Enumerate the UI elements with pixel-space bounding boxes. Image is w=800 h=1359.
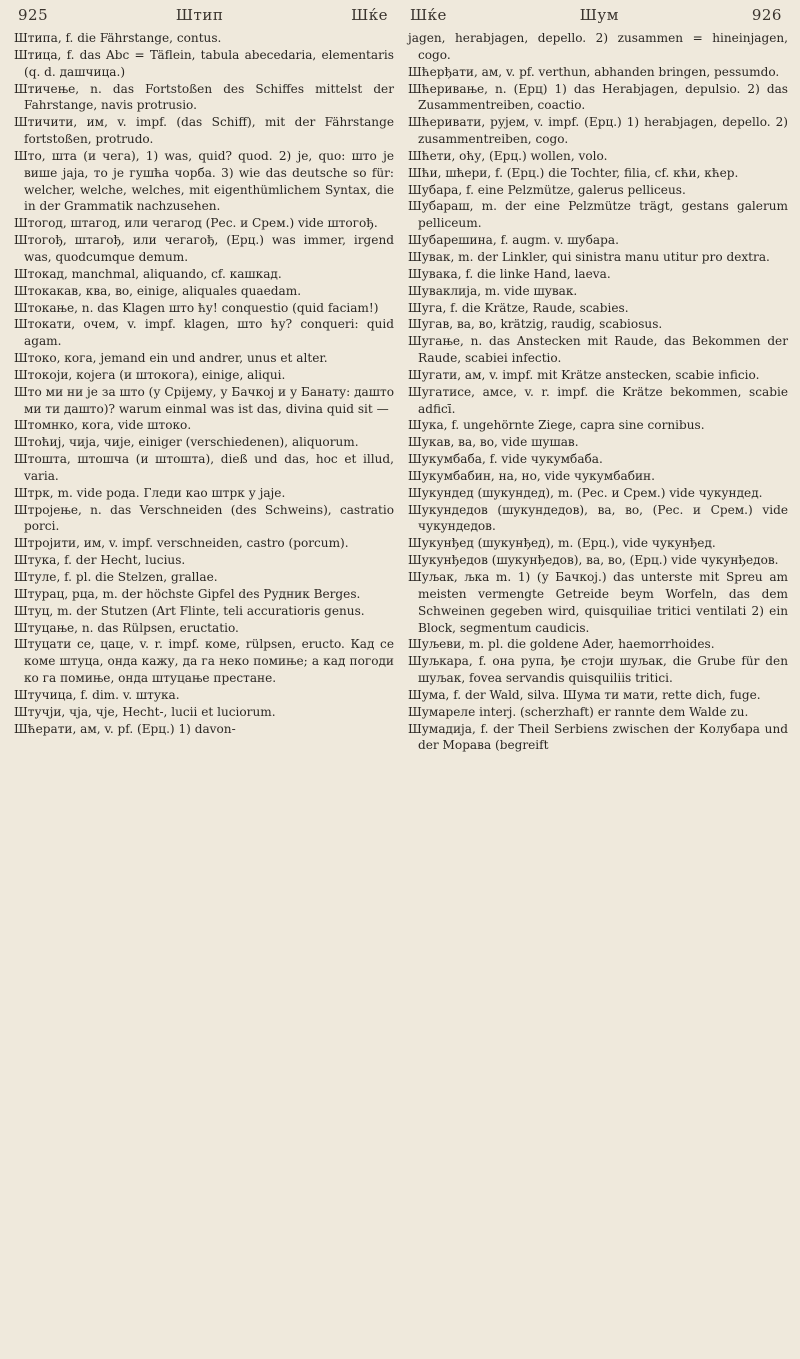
dictionary-entry: Штуцати се, цаце, v. r. impf. коме, rülpsen, eructo. Кад се коме штуца, онда кажу, да га неко помиње; а кад погоди ко га помиње, онда штуцање престане. <box>14 637 394 686</box>
right-running-head <box>410 6 782 24</box>
dictionary-entry: Штипа, f. die Fährstange, contus. <box>14 31 222 45</box>
dictionary-entry: Штокоји, којега (и штокога), einige, aliqui. <box>14 367 286 382</box>
dictionary-entry: Штуц, m. der Stutzen (Art Flinte, teli accuratioris genus. <box>14 603 365 618</box>
dictionary-entry: Шћеривање, n. (Ерц) 1) das Herabjagen, depulsio. 2) das Zusammentreiben, coactio. <box>408 81 788 113</box>
dictionary-entry: Шуљак, љка m. 1) (у Бачкој.) das unterste mit Spreu am meisten vermengte Getreide beym Worfeln, das dem Schweinen gegeben wird, quisquiliae tritici ventilati 2) ein Block, segmentum caudicis. <box>408 570 788 635</box>
dictionary-entry: Шугатисе, амсе, v. r. impf. die Krätze bekommen, scabie adficī. <box>408 384 788 416</box>
dictionary-entry: Што ми ни је за што (у Срijему, у Бачкој и у Банату: дашто ми ти дашто)? warum einmal was ist das, divina quid sit — <box>14 384 394 416</box>
dictionary-entry: Штокад, manchmal, aliquando, cf. кашкад. <box>14 266 282 281</box>
dictionary-entry: Шукумбабин, на, но, vide чукумбабин. <box>408 468 655 483</box>
dictionary-entry: Штурац, рца, m. der höchste Gipfel des Рудник Berges. <box>14 586 361 601</box>
dictionary-entry: Шубара, f. eine Pelzmütze, galerus pelliceus. <box>408 182 686 197</box>
dictionary-entry: Шћети, оћу, (Ерц.) wollen, volo. <box>408 148 608 163</box>
dictionary-entry: Шубараш, m. der eine Pelzmütze trägt, gestans galerum pelliceum. <box>408 199 788 231</box>
left-running-head <box>18 6 388 24</box>
dictionary-entry: Штоћиј, чија, чије, einiger (verschiedenen), aliquorum. <box>14 435 359 450</box>
dictionary-entry: Шугати, ам, v. impf. mit Krätze anstecken, scabie inficio. <box>408 367 760 382</box>
dictionary-entry: Шубарешина, f. augm. v. шубара. <box>408 233 619 248</box>
dictionary-entry: Штоко, кога, jemand ein und andrer, unus et alter. <box>14 351 328 366</box>
dictionary-entry: Штошта, штошча (и штошта), dieß und das, hoc et illud, varia. <box>14 452 394 483</box>
dictionary-entry: Шукумбаба, f. vide чукумбаба. <box>408 452 603 467</box>
dictionary-entry: Штројити, им, v. impf. verschneiden, castro (porcum). <box>14 536 349 551</box>
dictionary-entry: Шукунђедов (шукунђедов), ва, во, (Ерц.) vide чукунђедов. <box>408 553 779 568</box>
dictionary-entry: Шумадија, f. der Theil Serbiens zwischen der Колубара und der Морава (begreift <box>408 721 788 753</box>
dictionary-entry: Шумареле interj. (scherzhaft) er rannte dem Walde zu. <box>408 704 749 719</box>
dictionary-entry: Шћеривати, рујем, v. impf. (Ерц.) 1) herabjagen, depello. 2) zusammentreiben, cogo. <box>408 115 788 147</box>
left-page-number: 925 <box>18 6 49 24</box>
dictionary-entry: Штомнко, кога, vide штоко. <box>14 418 192 433</box>
dictionary-entry: Шувака, f. die linke Hand, laeva. <box>408 266 611 281</box>
dictionary-entry: Шћерђати, ам, v. pf. verthun, abhanden bringen, pessumdo. <box>408 64 780 79</box>
dictionary-entry: Шћи, шћери, f. (Ерц.) die Tochter, filia, cf. кћи, кћер. <box>408 165 739 180</box>
dictionary-entry: Штица, f. das Abc = Täflein, tabula abecedaria, elementaris (q. d. дашчица.) <box>14 47 394 79</box>
dictionary-entry: Штокати, очем, v. impf. klagen, што ћу? conqueri: quid agam. <box>14 317 394 349</box>
dictionary-entry: Штројење, n. das Verschneiden (des Schweins), castratio porci. <box>14 502 394 534</box>
dictionary-entry: Шуга, f. die Krätze, Raude, scabies. <box>408 300 629 315</box>
dictionary-entry: Шукундед (шукундед), m. (Рес. и Срем.) vide чукундед. <box>408 485 763 500</box>
dictionary-entry: Штокакав, ква, во, einige, aliquales quaedam. <box>14 283 302 298</box>
dictionary-entry: Штука, f. der Hecht, lucius. <box>14 553 186 568</box>
dictionary-entry: Штогод, штагод, или чегагод (Рес. и Срем.) vide штогођ. <box>14 216 378 231</box>
dictionary-entry: Шћерати, ам, v. pf. (Ерц.) 1) davon- <box>14 721 236 736</box>
dictionary-entry: Штичити, им, v. impf. (das Schiff), mit der Fährstange fortstoßen, protrudo. <box>14 115 394 147</box>
left-column <box>14 30 394 754</box>
right-head-last-word: Шум <box>579 6 619 24</box>
right-page-number: 926 <box>751 6 782 24</box>
dictionary-entry: Штичење, n. das Fortstoßen des Schiffes mittelst der Fahrstange, navis protrusio. <box>14 81 394 113</box>
dictionary-entry: Штуцање, n. das Rülpsen, eructatio. <box>14 620 239 635</box>
dictionary-entry: Штокање, n. das Klagen што ћу! conquestio (quid faciam!) <box>14 300 379 315</box>
dictionary-entry: Шукав, ва, во, vide шушав. <box>408 435 579 450</box>
dictionary-entry: Шуљкара, f. она рупа, ђе стоји шуљак, die Grube für den шуљак, fovea servandis quisquiliis tritici. <box>408 654 788 686</box>
dictionary-entry: Шуљеви, m. pl. die goldene Ader, haemorrhoides. <box>408 637 715 652</box>
dictionary-entry: Штучји, чја, чје, Hecht-, lucii et luciorum. <box>14 704 276 719</box>
dictionary-entry: Штрк, m. vide рода. Гледи као штрк у јаје. <box>14 485 286 500</box>
dictionary-entry: Шума, f. der Wald, silva. Шума ти мати, rette dich, fuge. <box>408 687 761 702</box>
dictionary-entry: Што, шта (и чега), 1) was, quid? quod. 2) је, quo: што је више јаја, то је гушћа чорба. 3) wie das deutsche so für: welcher, welche, welches, mit eigenthümlichem Syntax, die in der Grammatik nachzusehen. <box>14 148 394 214</box>
dictionary-entry: Шугав, ва, во, krätzig, raudig, scabiosus. <box>408 317 663 332</box>
dictionary-entry: Шугање, n. das Anstecken mit Raude, das Bekommen der Raude, scabiei infectio. <box>408 334 788 366</box>
right-head-first-word: Шќе <box>410 6 447 24</box>
dictionary-entry: Штуле, f. pl. die Stelzen, grallae. <box>14 570 218 584</box>
two-column-body <box>14 30 788 754</box>
dictionary-entry: Шукундедов (шукундедов), ва, во, (Рес. и Срем.) vide чукундедов. <box>408 502 788 534</box>
dictionary-entry: Шука, f. ungehörnte Ziege, capra sine cornibus. <box>408 418 705 433</box>
right-column <box>408 30 788 754</box>
dictionary-entry: Шукунђед (шукунђед), m. (Ерц.), vide чукунђед. <box>408 536 716 551</box>
dictionary-entry: Шувак, m. der Linkler, qui sinistra manu utitur pro dextra. <box>408 249 770 264</box>
dictionary-entry: Штогођ, штагођ, или чегагођ, (Ерц.) was immer, irgend was, quodcumque demum. <box>14 233 394 264</box>
dictionary-entry: Шуваклија, m. vide шувак. <box>408 283 578 298</box>
dictionary-entry: jagen, herabjagen, depello. 2) zusammen = hineinjagen, cogo. <box>408 31 788 62</box>
dictionary-entry: Штучица, f. dim. v. штука. <box>14 687 180 702</box>
left-head-first-word: Штип <box>175 6 224 24</box>
left-head-last-word: Шќе <box>351 6 388 24</box>
